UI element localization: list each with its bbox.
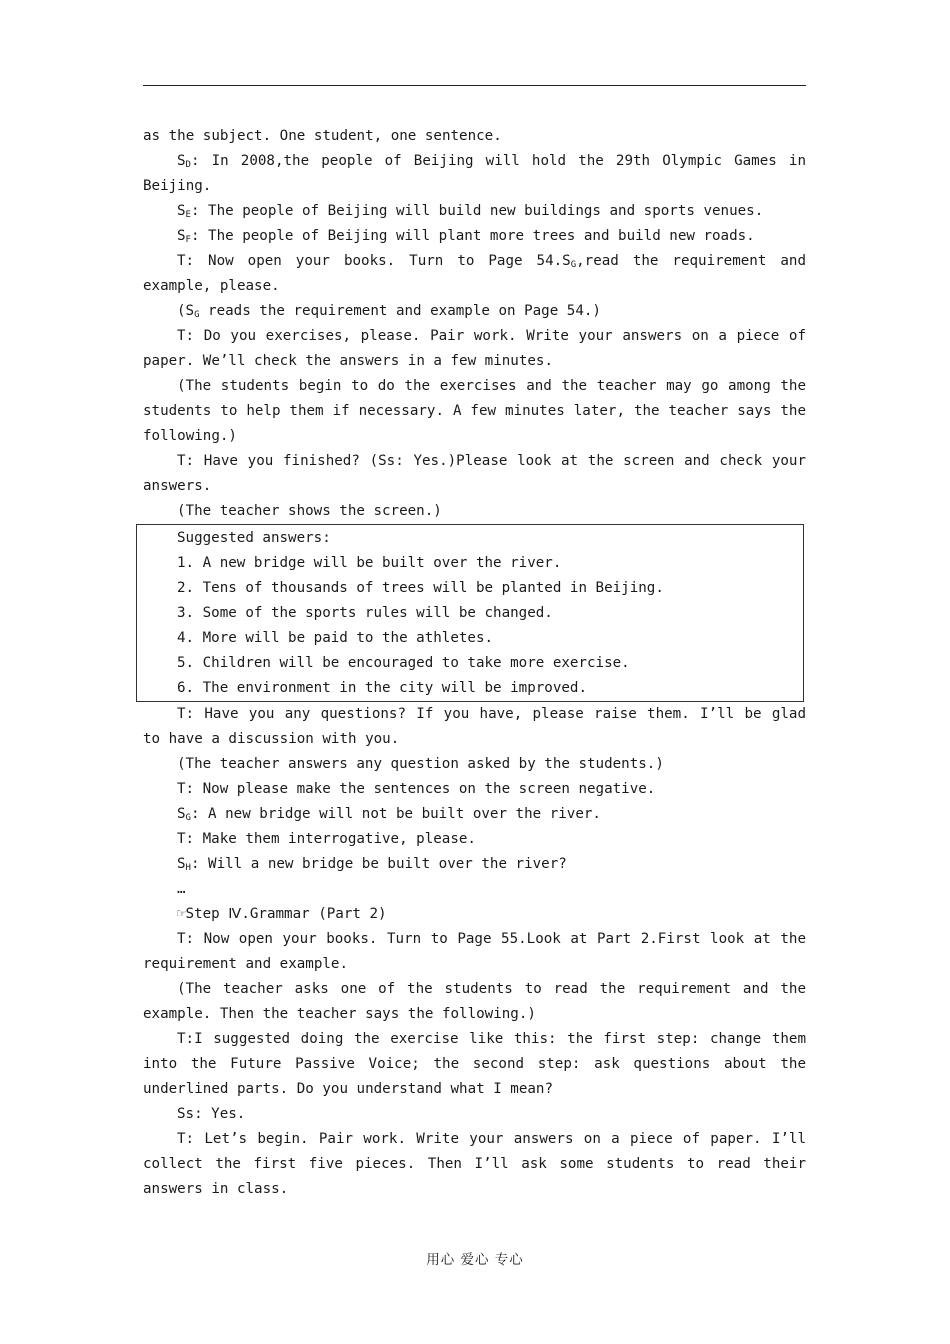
paragraph: $S_F$: The people of Beijing will plant more trees and build new roads. (177, 228, 755, 245)
paragraph: T: Have you any questions? If you have, please raise them. I’ll be glad to have a discussion with you. (143, 706, 806, 747)
paragraph: T: Make them interrogative, please. (177, 831, 476, 847)
step-heading: ☞Step Ⅳ.Grammar (Part 2) (177, 906, 387, 922)
document-body (143, 124, 806, 1202)
answer-item: 4. More will be paid to the athletes. (177, 630, 494, 646)
paragraph: T: Do you exercises, please. Pair work. Write your answers on a piece of paper. We’ll check the answers in a few minutes. (143, 328, 806, 369)
paragraph: (The teacher asks one of the students to read the requirement and the example. Then the teacher says the following.) (143, 981, 806, 1022)
answer-item: 6. The environment in the city will be improved. (177, 680, 587, 696)
paragraph: $S_E$: The people of Beijing will build new buildings and sports venues. (177, 203, 764, 220)
paragraph: (The teacher answers any question asked by the students.) (177, 756, 664, 772)
paragraph: (The students begin to do the exercises and the teacher may go among the students to help them if necessary. A few minutes later, the teacher says the following.) (143, 378, 806, 444)
box-title: Suggested answers: (177, 530, 331, 546)
paragraph: $S_D$: In 2008,the people of Beijing will hold the 29th Olympic Games in Beijing. (143, 153, 806, 194)
paragraph: T: Let’s begin. Pair work. Write your answers on a piece of paper. I’ll collect the first five pieces. Then I’ll ask some students to read their answers in class. (143, 1131, 806, 1197)
page-footer: 用心 爱心 专心 (426, 1252, 524, 1268)
paragraph: T: Now please make the sentences on the screen negative. (177, 781, 656, 797)
header-rule (143, 85, 806, 86)
paragraph: T:I suggested doing the exercise like this: the first step: change them into the Future Passive Voice; the second step: ask questions about the underlined parts. Do you understand what I mean? (143, 1031, 806, 1097)
paragraph: $S_G$: A new bridge will not be built over the river. (177, 806, 601, 823)
answer-item: 2. Tens of thousands of trees will be planted in Beijing. (177, 580, 664, 596)
answer-item: 5. Children will be encouraged to take more exercise. (177, 655, 630, 671)
paragraph: $S_H$: Will a new bridge be built over the river? (177, 856, 567, 873)
paragraph: (The teacher shows the screen.) (177, 503, 442, 519)
paragraph: T: Have you finished? (Ss: Yes.)Please look at the screen and check your answers. (143, 453, 806, 494)
ellipsis: … (177, 881, 186, 897)
answer-item: 3. Some of the sports rules will be changed. (177, 605, 553, 621)
paragraph: Ss: Yes. (177, 1106, 246, 1122)
paragraph: ($S_G$ reads the requirement and example on Page 54.) (177, 303, 601, 320)
answer-item: 1. A new bridge will be built over the river. (177, 555, 562, 571)
paragraph: T: Now open your books. Turn to Page $54.S_G,read$ the requirement and example, please. (143, 253, 806, 294)
paragraph: as the subject. One student, one sentence. (143, 128, 502, 144)
suggested-answers-box (136, 524, 804, 702)
paragraph: T: Now open your books. Turn to Page 55.Look at Part 2.First look at the requirement and example. (143, 931, 806, 972)
